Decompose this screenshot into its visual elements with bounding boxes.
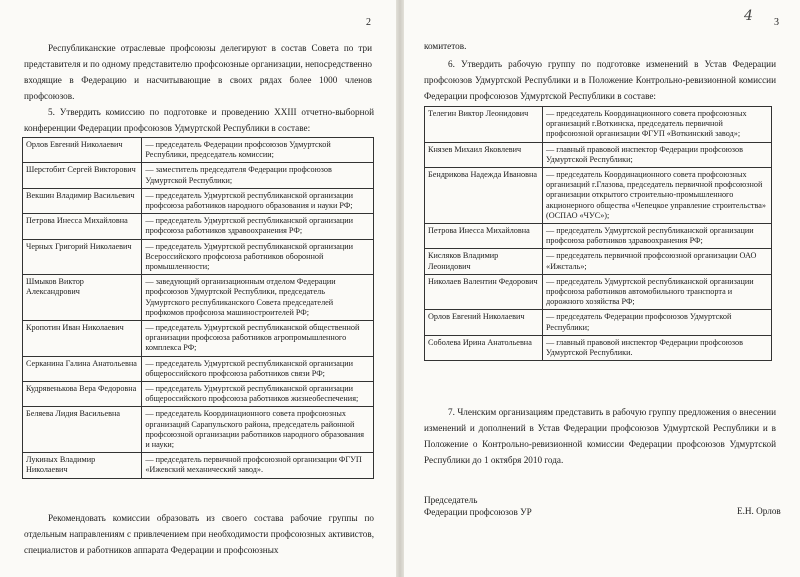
member-name: Кудрявенькова Вера Федоровна — [23, 382, 142, 407]
handwritten-page-mark: 4 — [744, 8, 753, 24]
table-row — [425, 168, 772, 224]
member-role: — председатель Удмуртской республиканской организации Всероссийского профсоюза работников оборонной промышленности; — [142, 239, 374, 275]
member-name: Петрова Инесса Михайловна — [425, 224, 543, 249]
table-row — [23, 382, 374, 407]
member-name: Серканина Галина Анатольевна — [23, 356, 142, 381]
member-role: — председатель первичной профсоюзной организации ОАО «Ижсталь»; — [542, 249, 771, 274]
member-name: Орлов Евгений Николаевич — [425, 310, 543, 335]
table-row — [23, 407, 374, 453]
commission-table — [22, 137, 374, 479]
member-role: — председатель Координационного совета профсоюзных организаций г.Воткинска, председатель первичной профсоюзной организации ФГУП «Воткинский завод»; — [542, 107, 771, 143]
table-row — [23, 214, 374, 239]
member-name: Петрова Инесса Михайловна — [23, 214, 142, 239]
table-row — [425, 335, 772, 360]
member-name: Беляева Лидия Васильевна — [23, 407, 142, 453]
table-row — [425, 224, 772, 249]
member-name: Князев Михаил Яковлевич — [425, 142, 543, 167]
working-group-table — [424, 106, 772, 361]
member-role: — председатель первичной профсоюзной организации ФГУП «Ижевский механический завод». — [142, 453, 374, 478]
member-role: — председатель Удмуртской республиканской организации профсоюза работников автомобильного транспорта и дорожного хозяйства РФ; — [542, 274, 771, 310]
member-name: Соболева Ирина Анатольевна — [425, 335, 543, 360]
recommend-paragraph: Рекомендовать комиссии образовать из своего состава рабочие группы по отдельным направлениям с привлечением при необходимости профсоюзных активистов, специалистов и работников аппарата Федерации и профсоюзных — [24, 513, 374, 555]
table-row — [425, 310, 772, 335]
page-number-right: 3 — [774, 17, 779, 28]
member-role: — заведующий организационным отделом Федерации профсоюзов Удмуртской Республики, председатель Удмуртского республиканского Совета председателей профкомов профсоюза машиностроителей РФ; — [142, 275, 374, 321]
item-7-paragraph: 7. Членским организациям представить в рабочую группу предложения о внесении изменений и дополнений в Устав Федерации профсоюзов Удмуртской Республики и в Положение о Контрольно-ревизионной комиссии Федерации профсоюзов Удмуртской Республики до 1 октября 2010 года. — [424, 407, 776, 465]
member-name: Николаев Валентин Федорович — [425, 274, 543, 310]
member-role: — председатель Координационного совета профсоюзных организаций г.Глазова, председатель первичной профсоюзной организации открытого строительно-промышленного акционерного общества «Чепецкое управление строительства» (ОСПАО «ЧУС»); — [542, 168, 771, 224]
member-role: — председатель Федерации профсоюзов Удмуртской Республики; — [542, 310, 771, 335]
member-role: — председатель Удмуртской республиканской организации профсоюза работников здравоохранения РФ; — [142, 214, 374, 239]
signatory-name: Е.Н. Орлов — [737, 506, 781, 516]
item-6-paragraph: 6. Утвердить рабочую группу по подготовке изменений в Устав Федерации профсоюзов Удмуртской Республики и в Положение Контрольно-ревизионной комиссии Федерации профсоюзов Удмуртской Республики в составе: — [424, 59, 776, 101]
book-gutter — [396, 0, 404, 577]
member-role: — главный правовой инспектор Федерации профсоюзов Удмуртской Республики. — [542, 335, 771, 360]
table-row — [23, 453, 374, 478]
table-row — [23, 138, 374, 163]
member-role: — председатель Удмуртской республиканской организации профсоюза работников здравоохранения РФ; — [542, 224, 771, 249]
member-name: Бендрикова Надежда Ивановна — [425, 168, 543, 224]
delegation-paragraph: Республиканские отраслевые профсоюзы делегируют в состав Совета по три представителя и по одному представителю профсоюзные организации, непосредственно входящие в Федерацию и насчитывающие в своих рядах более 1000 членов профсоюзов. — [24, 43, 372, 101]
member-name: Орлов Евгений Николаевич — [23, 138, 142, 163]
member-name: Кисляков Владимир Леонидович — [425, 249, 543, 274]
continuation-text: комитетов. — [424, 41, 467, 51]
table-row — [425, 142, 772, 167]
member-role: — заместитель председателя Федерации профсоюзов Удмуртской Республики; — [142, 163, 374, 188]
member-role: — председатель Удмуртской республиканской организации общероссийского профсоюза работников связи РФ; — [142, 356, 374, 381]
member-role: — председатель Федерации профсоюзов Удмуртской Республики, председатель комиссии; — [142, 138, 374, 163]
member-name: Лукиных Владимир Николаевич — [23, 453, 142, 478]
table-row — [425, 249, 772, 274]
item-5-paragraph: 5. Утвердить комиссию по подготовке и проведению XXIII отчетно-выборной конференции Федерации профсоюзов Удмуртской Республики в составе: — [24, 107, 374, 133]
table-row — [23, 275, 374, 321]
member-name: Шмыков Виктор Александрович — [23, 275, 142, 321]
member-role: — главный правовой инспектор Федерации профсоюзов Удмуртской Республики; — [542, 142, 771, 167]
table-row — [425, 107, 772, 143]
member-name: Кропотин Иван Николаевич — [23, 321, 142, 357]
member-role: — председатель Координационного совета профсоюзных организаций Сарапульского района, председатель районной профсоюзной организации работников народного образования и науки; — [142, 407, 374, 453]
member-role: — председатель Удмуртской республиканской организации профсоюза работников народного образования и науки РФ; — [142, 188, 374, 213]
table-row — [425, 274, 772, 310]
member-role: — председатель Удмуртской республиканской организации общероссийского профсоюза работников жизнеобеспечения; — [142, 382, 374, 407]
table-row — [23, 321, 374, 357]
member-name: Векшин Владимир Васильевич — [23, 188, 142, 213]
member-role: — председатель Удмуртской республиканской общественной организации профсоюза работников агропромышленного комплекса РФ; — [142, 321, 374, 357]
signature-block — [424, 494, 532, 518]
table-row — [23, 188, 374, 213]
table-row — [23, 163, 374, 188]
page-number-left: 2 — [366, 17, 371, 28]
table-row — [23, 239, 374, 275]
member-name: Черных Григорий Николаевич — [23, 239, 142, 275]
member-name: Телегин Виктор Леонидович — [425, 107, 543, 143]
signature-title-line-1: Председатель — [424, 495, 478, 505]
member-name: Шерстобит Сергей Викторович — [23, 163, 142, 188]
table-row — [23, 356, 374, 381]
signature-title-line-2: Федерации профсоюзов УР — [424, 507, 532, 517]
